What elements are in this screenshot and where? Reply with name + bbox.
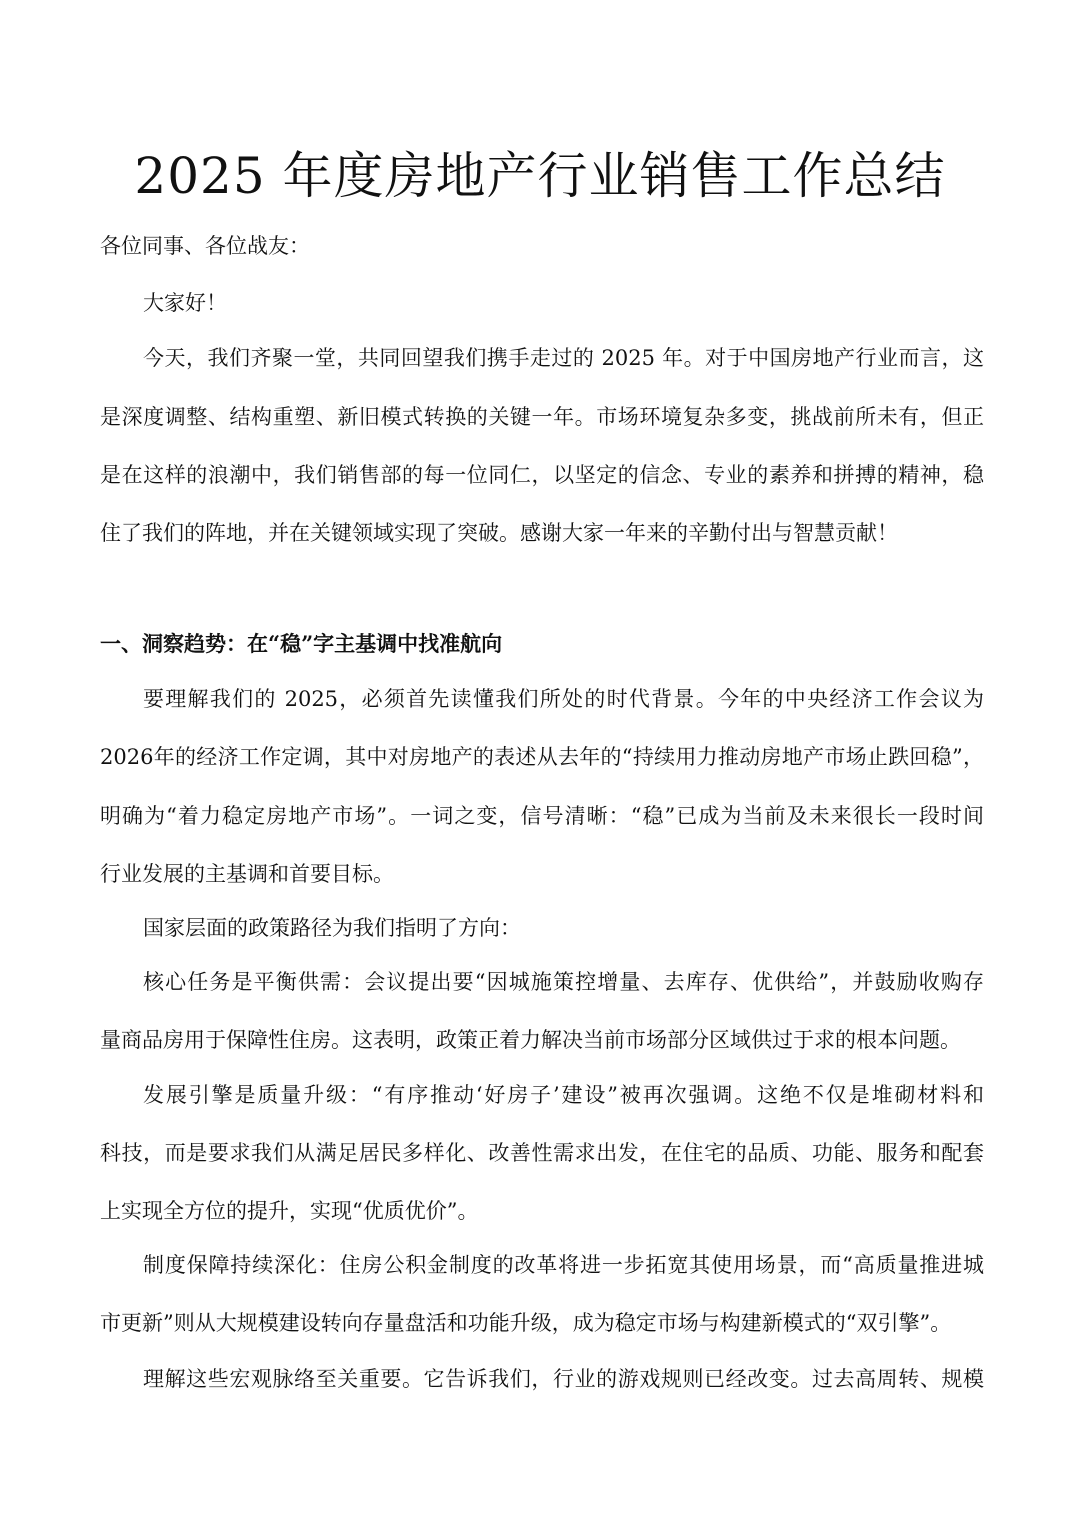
paragraph-line: 上实现全方位的提升，实现“优质优价”。: [100, 1199, 479, 1223]
paragraph-line: 量商品房用于保障性住房。这表明，政策正着力解决当前市场部分区域供过于求的根本问题。: [100, 1028, 961, 1052]
paragraph-line: 核心任务是平衡供需：会议提出要“因城施策控增量、去库存、优供给”，并鼓励收购存: [143, 970, 984, 994]
paragraph-line: 发展引擎是质量升级：“有序推动‘好房子’建设”被再次强调。这绝不仅是堆砌材料和: [143, 1083, 984, 1107]
document-title: 2025 年度房地产行业销售工作总结: [134, 147, 946, 205]
paragraph-line: 理解这些宏观脉络至关重要。它告诉我们，行业的游戏规则已经改变。过去高周转、规模: [143, 1367, 984, 1391]
paragraph-line: 市更新”则从大规模建设转向存量盘活和功能升级，成为稳定市场与构建新模式的“双引擎”。: [100, 1311, 952, 1335]
intro-line: 住了我们的阵地，并在关键领域实现了突破。感谢大家一年来的辛勤付出与智慧贡献！: [100, 521, 898, 545]
paragraph-line: 国家层面的政策路径为我们指明了方向：: [143, 916, 521, 940]
intro-line: 今天，我们齐聚一堂，共同回望我们携手走过的 2025 年。对于中国房地产行业而言，这: [143, 346, 984, 370]
paragraph-line: 科技，而是要求我们从满足居民多样化、改善性需求出发，在住宅的品质、功能、服务和配套: [100, 1141, 984, 1165]
paragraph-line: 明确为“着力稳定房地产市场”。一词之变，信号清晰：“稳”已成为当前及未来很长一段时间: [100, 804, 984, 828]
greeting: 大家好！: [143, 291, 227, 315]
paragraph-line: 行业发展的主基调和首要目标。: [100, 862, 394, 886]
paragraph-line: 要理解我们的 2025，必须首先读懂我们所处的时代背景。今年的中央经济工作会议为: [143, 687, 984, 711]
section-heading: 一、洞察趋势：在“稳”字主基调中找准航向: [100, 631, 503, 656]
intro-line: 是深度调整、结构重塑、新旧模式转换的关键一年。市场环境复杂多变，挑战前所未有，但正: [100, 405, 984, 429]
paragraph-line: 2026年的经济工作定调，其中对房地产的表述从去年的“持续用力推动房地产市场止跌回稳”，: [100, 745, 984, 769]
salutation: 各位同事、各位战友：: [100, 234, 310, 258]
intro-line: 是在这样的浪潮中，我们销售部的每一位同仁，以坚定的信念、专业的素养和拼搏的精神，稳: [100, 463, 984, 487]
paragraph-line: 制度保障持续深化：住房公积金制度的改革将进一步拓宽其使用场景，而“高质量推进城: [143, 1253, 984, 1277]
